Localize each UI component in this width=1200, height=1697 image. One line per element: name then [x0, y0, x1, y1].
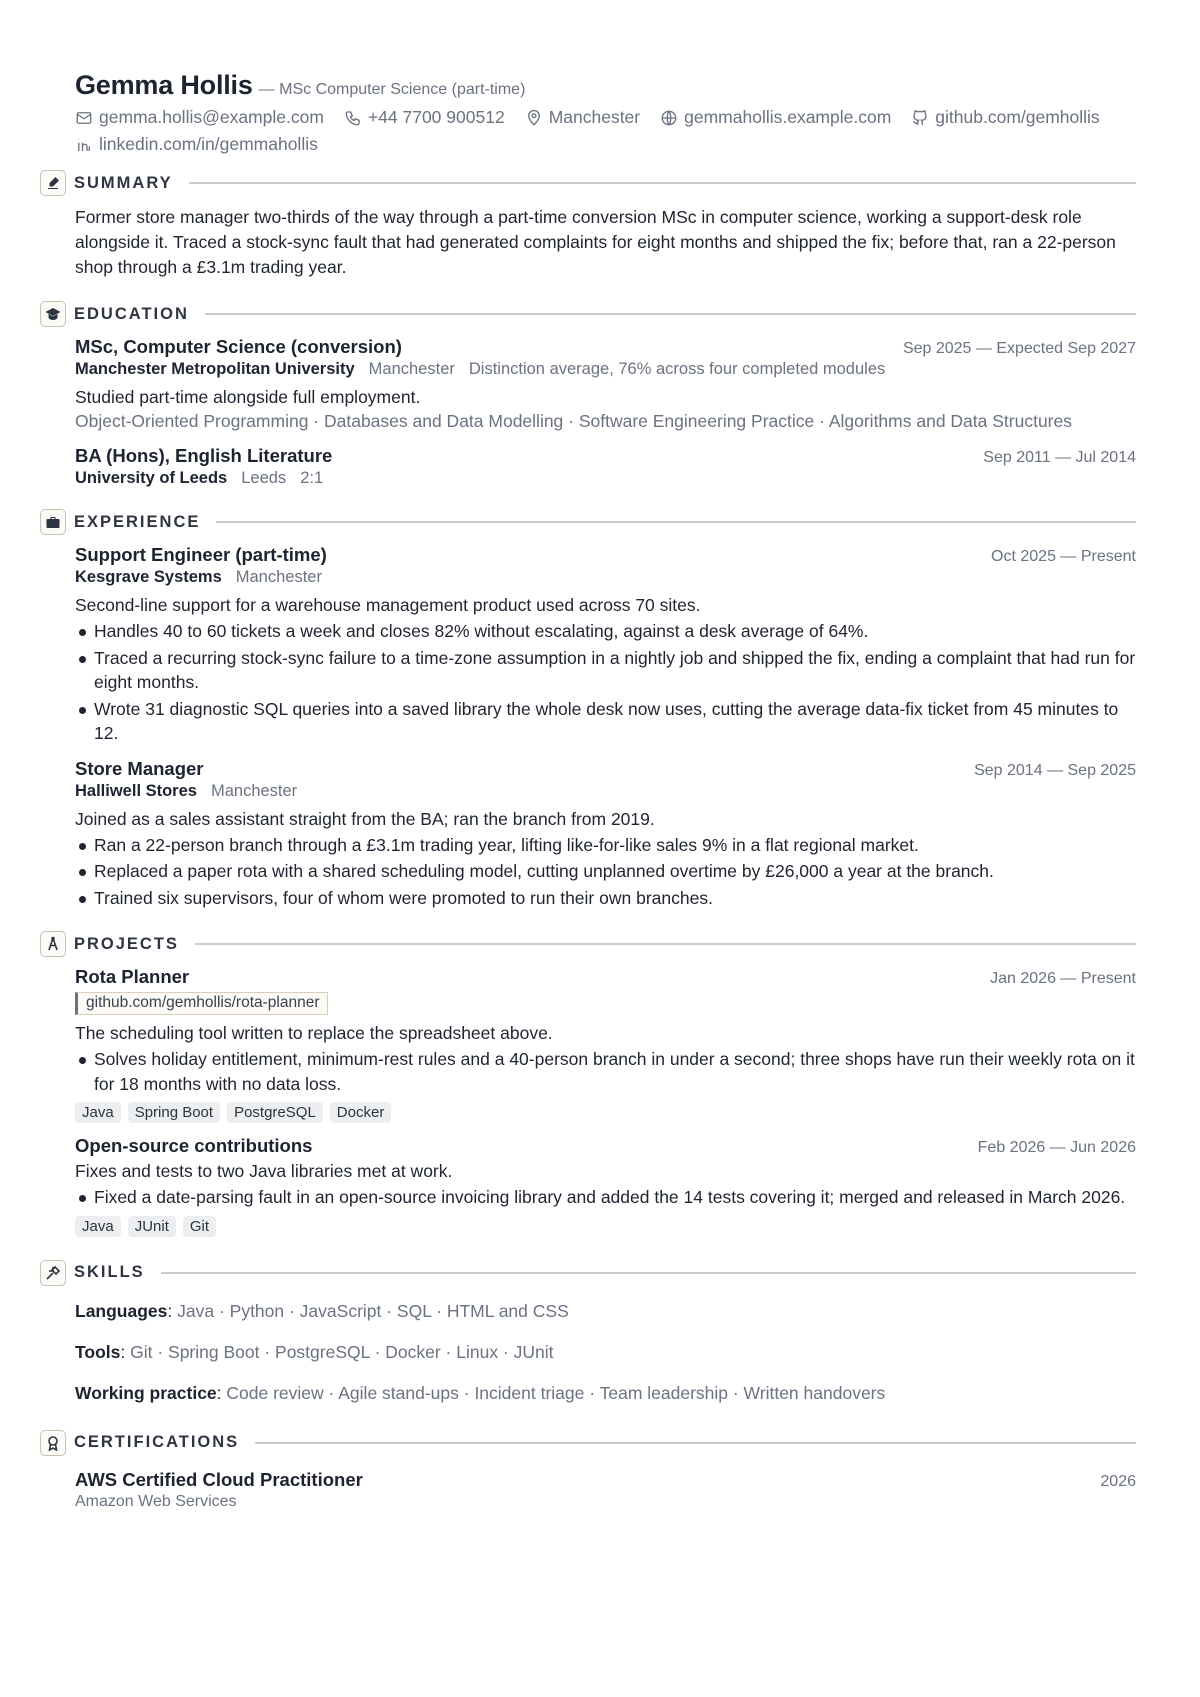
tech-tag: JUnit: [128, 1216, 176, 1237]
candidate-name: Gemma Hollis: [75, 70, 253, 100]
projects-section-icon: [40, 931, 66, 957]
certification-entry: [75, 1469, 1136, 1511]
bullet-item: Solves holiday entitlement, minimum-rest rules and a 40-person branch in under a second; three shops have run their weekly rota on it for 18 months with no data loss.: [75, 1047, 1136, 1096]
location-text: Manchester: [548, 107, 641, 127]
education-dates: Sep 2025 — Expected Sep 2027: [902, 340, 1136, 357]
bullet-item: Fixed a date-parsing fault in an open-source invoicing library and added the 14 tests covering it; merged and released in March 2026.: [75, 1185, 1136, 1210]
tech-tag: Java: [75, 1102, 121, 1123]
github-text: github.com/gemhollis: [935, 107, 1100, 127]
resume-header: [75, 70, 1136, 155]
school-grade: 2:1: [300, 469, 324, 487]
github-icon: [911, 109, 929, 127]
company-name: Kesgrave Systems: [75, 568, 222, 586]
projects-heading: [40, 930, 1136, 958]
award-icon: [45, 1435, 61, 1451]
phone-icon: [344, 109, 362, 127]
certification-issuer: Amazon Web Services: [75, 1492, 237, 1510]
bullet-item: Handles 40 to 60 tickets a week and closes 82% without escalating, against a desk average of 64%.: [75, 619, 1136, 644]
summary-heading: [40, 169, 1136, 197]
school-location: Leeds: [241, 469, 287, 487]
globe-icon: [660, 109, 678, 127]
school-name: Manchester Metropolitan University: [75, 360, 355, 378]
certifications-section-icon: [40, 1430, 66, 1456]
graduation-cap-icon: [45, 306, 61, 322]
linkedin-text: linkedin.com/in/gemmahollis: [99, 134, 318, 154]
name-line: [75, 70, 1136, 101]
linkedin-icon: [75, 136, 93, 154]
skill-items: Code review · Agile stand-ups · Incident triage · Team leadership · Written handovers: [226, 1382, 886, 1403]
candidate-headline: — MSc Computer Science (part-time): [258, 81, 526, 98]
job-title: Support Engineer (part-time): [75, 544, 327, 565]
education-title: EDUCATION: [74, 304, 189, 323]
education-dates: Sep 2011 — Jul 2014: [983, 449, 1136, 466]
section-divider: [205, 313, 1136, 315]
certification-name: AWS Certified Cloud Practitioner: [75, 1468, 363, 1490]
tools-icon: [45, 1265, 61, 1281]
education-section: [75, 300, 1136, 488]
projects-title: PROJECTS: [74, 934, 179, 953]
job-bullets: [75, 833, 1136, 911]
certifications-heading: [40, 1429, 1136, 1457]
section-divider: [195, 943, 1136, 945]
project-description: Fixes and tests to two Java libraries met at work.: [75, 1161, 453, 1181]
education-entry: [75, 445, 1136, 488]
skills-heading: [40, 1259, 1136, 1287]
certification-date: 2026: [1100, 1472, 1136, 1490]
section-divider: [216, 521, 1136, 523]
pen-icon: [45, 175, 61, 191]
experience-section: [75, 508, 1136, 910]
school-name: University of Leeds: [75, 469, 228, 487]
project-bullets: [75, 1185, 1136, 1210]
tech-tag: Spring Boot: [128, 1102, 220, 1123]
skill-items: Java · Python · JavaScript · SQL · HTML and CSS: [177, 1300, 569, 1321]
school-grade: Distinction average, 76% across four completed modules: [468, 360, 886, 378]
map-pin-icon: [525, 109, 543, 127]
tech-tags: [75, 1102, 1136, 1123]
mail-icon: [75, 109, 93, 127]
tech-tag: PostgreSQL: [227, 1102, 323, 1123]
contact-location: [525, 107, 640, 128]
section-divider: [189, 182, 1136, 184]
company-name: Halliwell Stores: [75, 781, 197, 800]
section-divider: [255, 1442, 1136, 1444]
company-location: Manchester: [210, 781, 298, 800]
certifications-section: [75, 1429, 1136, 1511]
skills-title: SKILLS: [74, 1263, 145, 1281]
summary-title: SUMMARY: [74, 173, 173, 192]
skill-row: Tools: Git · Spring Boot · PostgreSQL · Docker · Linux · JUnit: [75, 1341, 554, 1362]
projects-section: [75, 930, 1136, 1237]
phone-text: +44 7700 900512: [367, 107, 505, 127]
project-entry: [75, 966, 1136, 1123]
summary-section: [75, 169, 1136, 280]
job-dates: Oct 2025 — Present: [991, 548, 1136, 565]
skill-category: Languages: [75, 1300, 168, 1321]
education-note: Studied part-time alongside full employment.: [75, 387, 421, 407]
contact-linkedin[interactable]: [75, 134, 318, 155]
job-bullets: [75, 619, 1136, 746]
bullet-item: Wrote 31 diagnostic SQL queries into a saved library the whole desk now uses, cutting the average data-fix ticket from 45 minutes to 12.: [75, 697, 1136, 746]
project-dates: Jan 2026 — Present: [990, 970, 1136, 987]
tech-tags: [75, 1216, 1136, 1237]
section-divider: [161, 1272, 1136, 1274]
project-title: Open-source contributions: [75, 1135, 313, 1156]
summary-text: Former store manager two-thirds of the way through a part-time conversion MSc in computer science, working a support-desk role alongside it. Traced a stock-sync fault that had generated complaints for eight months and shipped the fix; before that, ran a 22-person shop through a £3.1m trading year.: [75, 207, 1116, 277]
skill-row: Working practice: Code review · Agile stand-ups · Incident triage · Team leadership · Written handovers: [75, 1382, 886, 1403]
job-description: Second-line support for a warehouse management product used across 70 sites.: [75, 595, 701, 615]
skill-category: Working practice: [75, 1382, 217, 1403]
bullet-item: Traced a recurring stock-sync failure to a time-zone assumption in a nightly job and shipped the fix, ending a complaint that had run for eight months.: [75, 646, 1136, 695]
tech-tag: Docker: [330, 1102, 392, 1123]
bullet-item: Trained six supervisors, four of whom were promoted to run their own branches.: [75, 886, 1136, 911]
experience-section-icon: [40, 509, 66, 535]
coursework-list: Object-Oriented Programming · Databases and Data Modelling · Software Engineering Practice · Algorithms and Data Structures: [75, 411, 1072, 431]
tech-tag: Git: [183, 1216, 216, 1237]
contact-github[interactable]: [911, 107, 1099, 128]
skill-row: Languages: Java · Python · JavaScript · SQL · HTML and CSS: [75, 1300, 569, 1321]
contact-phone[interactable]: [344, 107, 505, 128]
job-dates: Sep 2014 — Sep 2025: [974, 761, 1136, 779]
experience-entry: [75, 544, 1136, 746]
experience-entry: [75, 758, 1136, 911]
education-entry: [75, 336, 1136, 433]
degree-title: MSc, Computer Science (conversion): [75, 336, 402, 357]
skills-section: [75, 1259, 1136, 1405]
email-text: gemma.hollis@example.com: [99, 107, 324, 127]
certifications-title: CERTIFICATIONS: [74, 1433, 240, 1451]
briefcase-icon: [45, 514, 61, 530]
project-entry: [75, 1135, 1136, 1237]
education-heading: [40, 300, 1136, 328]
experience-heading: [40, 508, 1136, 536]
skills-section-icon: [40, 1260, 66, 1286]
project-description: The scheduling tool written to replace the spreadsheet above.: [75, 1023, 553, 1043]
website-text: gemmahollis.example.com: [684, 107, 892, 127]
tech-tag: Java: [75, 1216, 121, 1237]
experience-title: EXPERIENCE: [74, 512, 201, 531]
project-bullets: [75, 1047, 1136, 1096]
contact-email[interactable]: [75, 107, 324, 128]
project-title: Rota Planner: [75, 966, 190, 987]
job-description: Joined as a sales assistant straight from the BA; ran the branch from 2019.: [75, 808, 655, 829]
contact-website[interactable]: [660, 107, 891, 128]
compass-icon: [45, 936, 61, 952]
job-title: Store Manager: [75, 757, 204, 779]
skill-items: Git · Spring Boot · PostgreSQL · Docker · Linux · JUnit: [130, 1341, 554, 1362]
contact-list: [75, 107, 1136, 155]
summary-section-icon: [40, 170, 66, 196]
bullet-item: Replaced a paper rota with a shared scheduling model, cutting unplanned overtime by £26,000 a year at the branch.: [75, 859, 1136, 884]
skill-category: Tools: [75, 1341, 121, 1362]
bullet-item: Ran a 22-person branch through a £3.1m trading year, lifting like-for-like sales 9% in a flat regional market.: [75, 833, 1136, 858]
company-location: Manchester: [235, 568, 322, 586]
project-dates: Feb 2026 — Jun 2026: [977, 1139, 1136, 1156]
degree-title: BA (Hons), English Literature: [75, 445, 333, 466]
education-section-icon: [40, 301, 66, 327]
project-link[interactable]: github.com/gemhollis/rota-planner: [75, 992, 328, 1015]
school-location: Manchester: [368, 360, 455, 378]
